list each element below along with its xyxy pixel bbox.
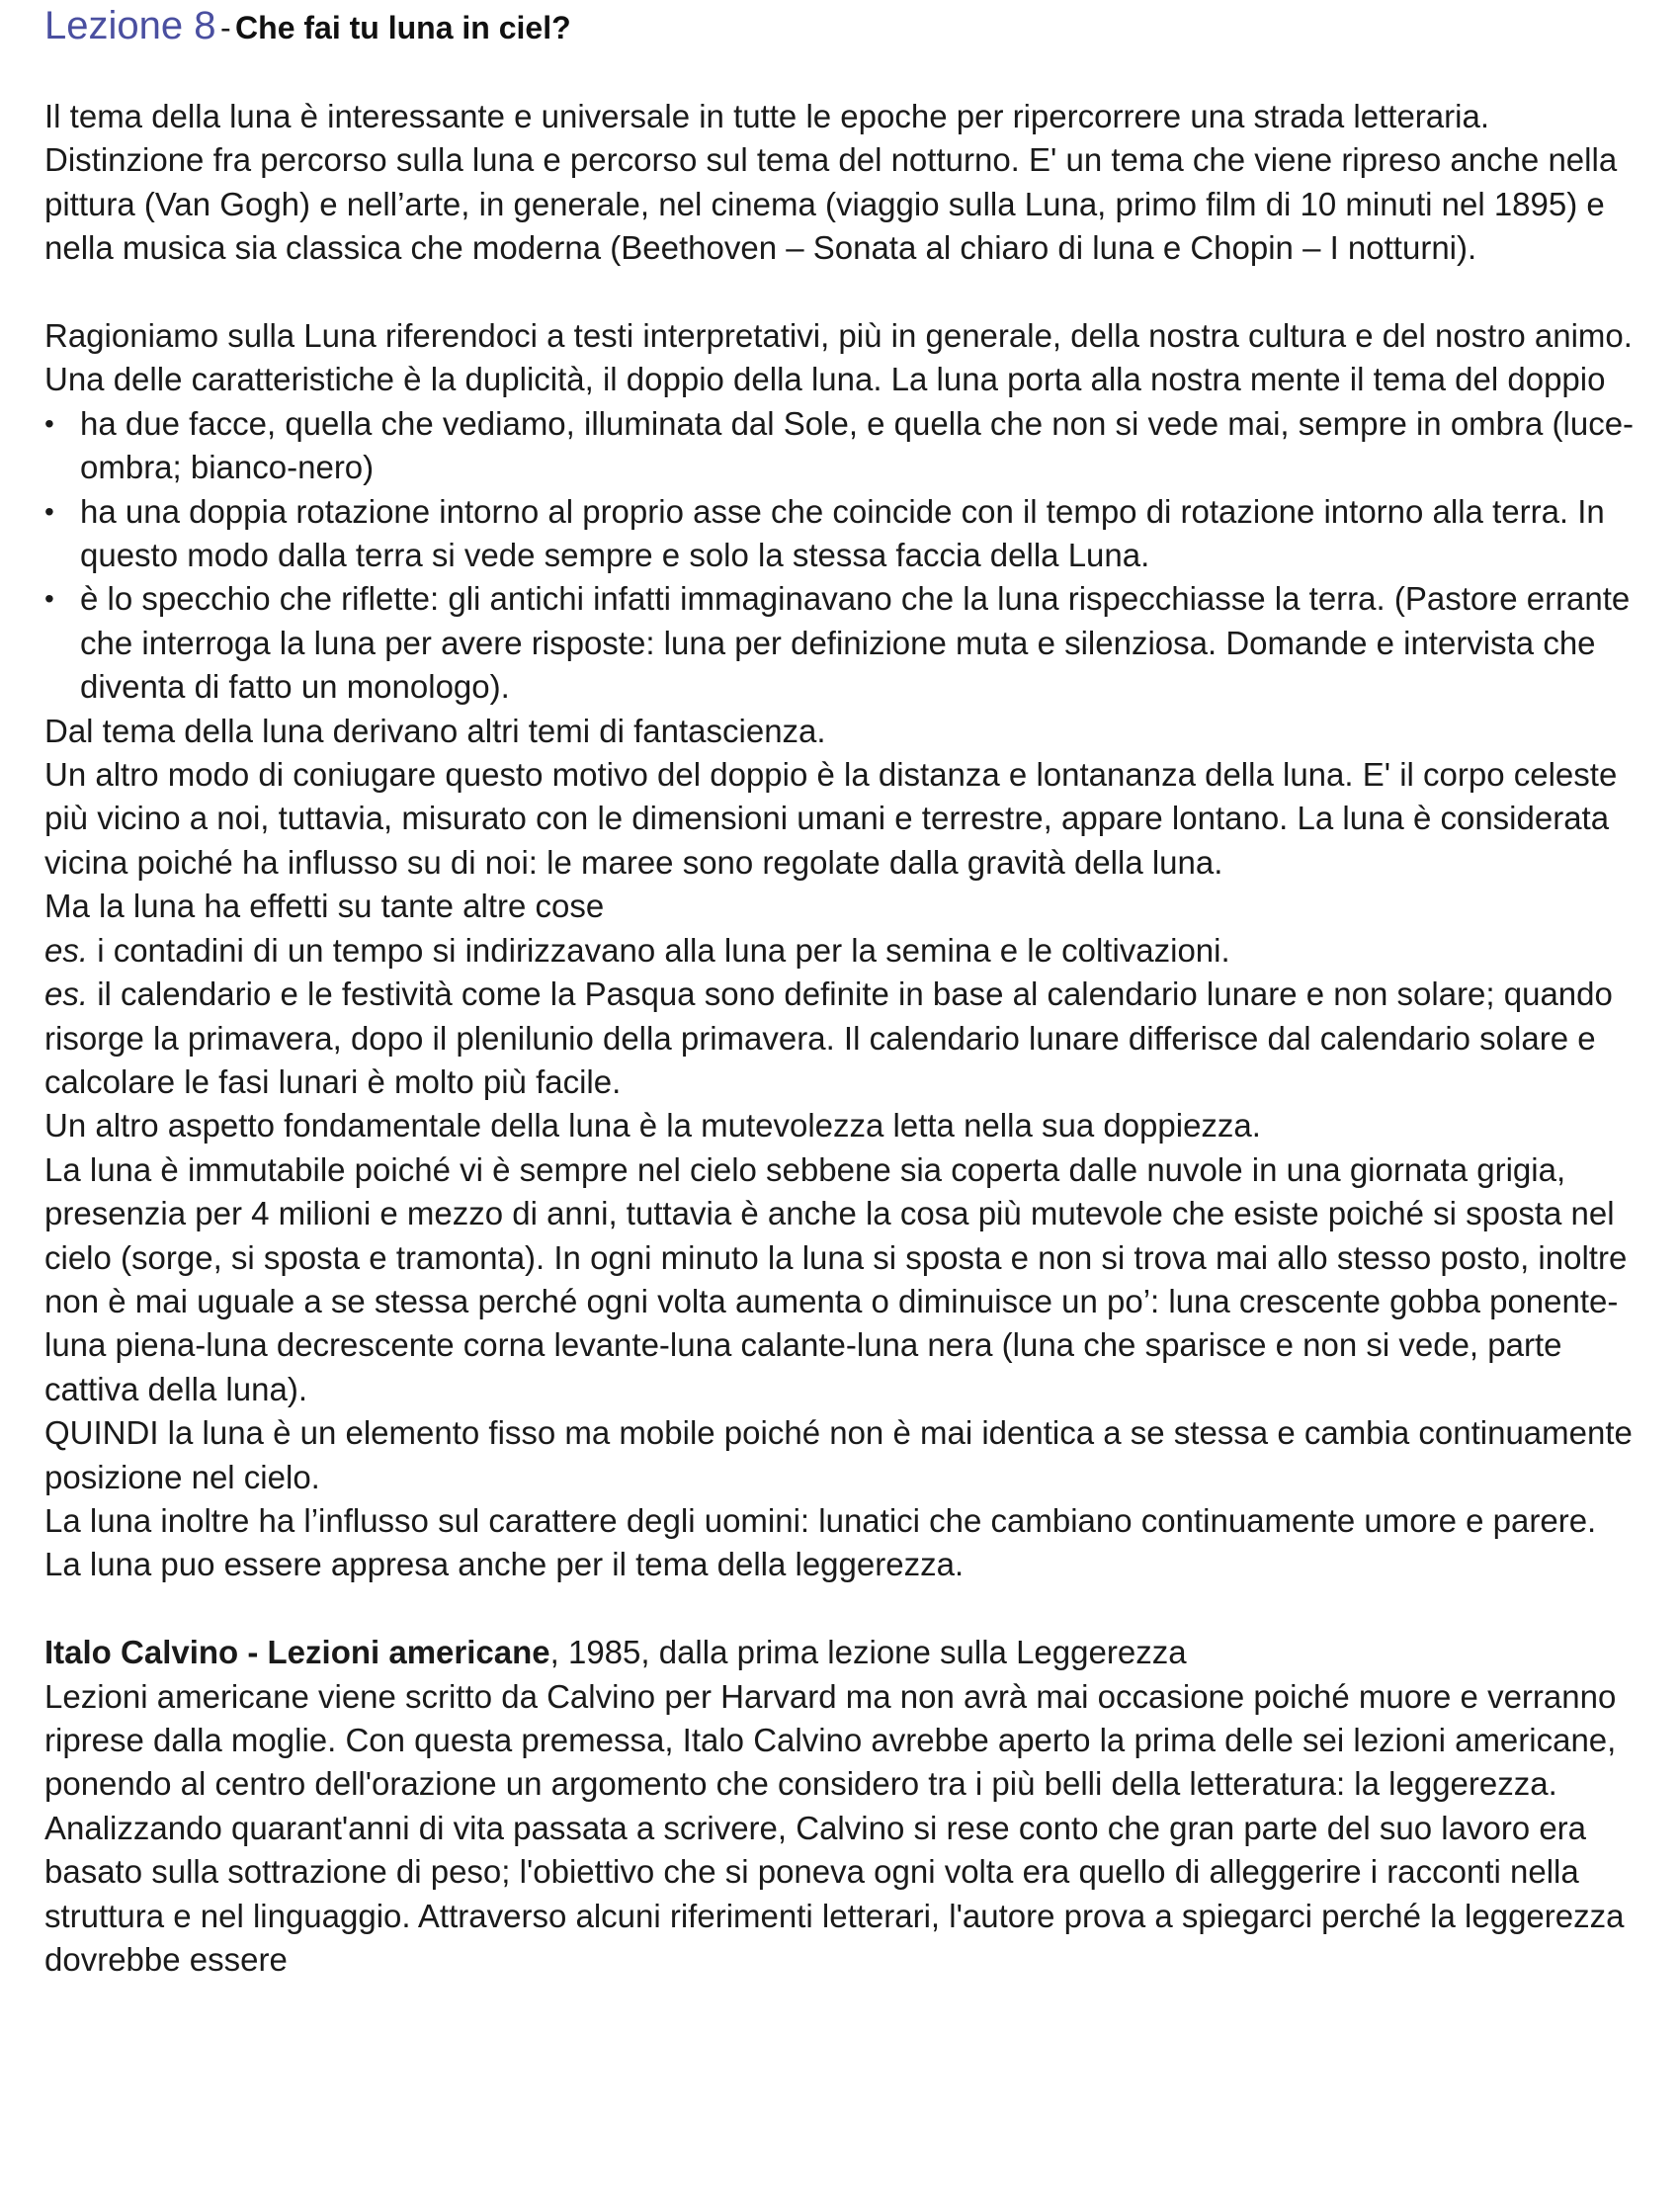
example-line <box>44 973 1655 1104</box>
paragraph: La luna è immutabile poiché vi è sempre nel cielo sebbene sia coperta dalle nuvole in una giornata grigia, presenzia per 4 milioni e mezzo di anni, tuttavia è anche la cosa più mutevole che esiste poiché si sposta nel cielo (sorge, si sposta e tramonta). In ogni minuto la luna si sposta e non si trova mai allo stesso posto, inoltre non è mai uguale a se stessa perché ogni volta aumenta o diminuisce un po’: luna crescente gobba ponente-luna piena-luna decrescente corna levante-luna calante-luna nera (luna che sparisce e non si vede, parte cattiva della luna). <box>44 1150 1628 1407</box>
paragraph-gap <box>44 271 1655 314</box>
example-text: il calendario e le festività come la Pasqua sono definite in base al calendario lunare e non solare; quando risorge la primavera, dopo il plenilunio della primavera. Il calendario lunare differisce dal calendario solare e calcolare le fasi lunari è molto più facile. <box>44 975 1613 1100</box>
paragraph: Una delle caratteristiche è la duplicità, il doppio della luna. La luna porta alla nostra mente il tema del doppio <box>44 361 1606 398</box>
paragraph: Un altro modo di coniugare questo motivo del doppio è la distanza e lontananza della luna. E' il corpo celeste più vicino a noi, tuttavia, misurato con le dimensioni umani e terrestre, appare lontano. La luna è considerata vicina poiché ha influsso su di noi: le maree sono regolate dalla gravità della luna. <box>44 756 1618 881</box>
list-item: • ha una doppia rotazione intorno al proprio asse che coincide con il tempo di rotazione intorno alla terra. In questo modo dalla terra si vede sempre e solo la stessa faccia della Luna. <box>44 490 1655 578</box>
lesson-subtitle: Che fai tu luna in ciel? <box>235 10 571 45</box>
paragraph-gap <box>44 1587 1655 1631</box>
heading-separator: - <box>219 10 231 45</box>
calvino-paragraph: Lezioni americane viene scritto da Calvino per Harvard ma non avrà mai occasione poiché muore e verranno riprese dalla moglie. Con questa premessa, Italo Calvino avrebbe aperto la prima delle sei lezioni americane, ponendo al centro dell'orazione un argomento che considero tra i più belli della letteratura: la leggerezza. Analizzando quarant'anni di vita passata a scrivere, Calvino si rese conto che gran parte del suo lavoro era basato sulla sottrazione di peso; l'obiettivo che si poneva ogni volta era quello di alleggerire i racconti nella struttura e nel linguaggio. Attraverso alcuni riferimenti letterari, l'autore prova a spiegarci perché la leggerezza dovrebbe essere <box>44 1677 1625 1979</box>
list-item: • ha due facce, quella che vediamo, illuminata dal Sole, e quella che non si vede mai, sempre in ombra (luce-ombra; bianco-nero) <box>44 402 1655 490</box>
example-line <box>44 929 1655 973</box>
intro-paragraph: Il tema della luna è interessante e universale in tutte le epoche per ripercorrere una strada letteraria. Distinzione fra percorso sulla luna e percorso sul tema del notturno. E' un tema che viene ripreso anche nella pittura (Van Gogh) e nell’arte, in generale, nel cinema (viaggio sulla Luna, primo film di 10 minuti nel 1895) e nella musica sia classica che moderna (Beethoven – Sonata al chiaro di luna e Chopin – I notturni). <box>44 98 1618 267</box>
example-label: es. <box>44 931 89 969</box>
paragraph: Ma la luna ha effetti su tante altre cose <box>44 888 605 925</box>
paragraph: La luna puo essere appresa anche per il tema della leggerezza. <box>44 1546 965 1583</box>
paragraph: QUINDI la luna è un elemento fisso ma mobile poiché non è mai identica a se stessa e cambia continuamente posizione nel cielo. <box>44 1414 1633 1495</box>
example-text: i contadini di un tempo si indirizzavano alla luna per la semina e le coltivazioni. <box>97 931 1230 969</box>
list-item: • è lo specchio che riflette: gli antichi infatti immaginavano che la luna rispecchiasse la terra. (Pastore errante che interroga la luna per avere risposte: luna per definizione muta e silenziosa. Domande e intervista che diventa di fatto un monologo). <box>44 577 1655 709</box>
example-label: es. <box>44 975 89 1013</box>
lesson-heading <box>44 4 571 48</box>
paragraph: Ragioniamo sulla Luna riferendoci a testi interpretativi, più in generale, della nostra cultura e del nostro animo. <box>44 317 1633 355</box>
calvino-heading <box>44 1631 1655 1674</box>
paragraph: Dal tema della luna derivano altri temi di fantascienza. <box>44 712 826 749</box>
paragraph: Un altro aspetto fondamentale della luna è la mutevolezza letta nella sua doppiezza. <box>44 1107 1261 1145</box>
duplicity-list <box>44 402 1655 710</box>
calvino-subtitle: , 1985, dalla prima lezione sulla Leggerezza <box>549 1634 1187 1671</box>
lesson-number: Lezione 8 <box>44 4 216 47</box>
lesson-body <box>44 95 1655 1982</box>
calvino-title: Italo Calvino - Lezioni americane <box>44 1634 550 1671</box>
paragraph: La luna inoltre ha l’influsso sul carattere degli uomini: lunatici che cambiano continuamente umore e parere. <box>44 1501 1597 1539</box>
